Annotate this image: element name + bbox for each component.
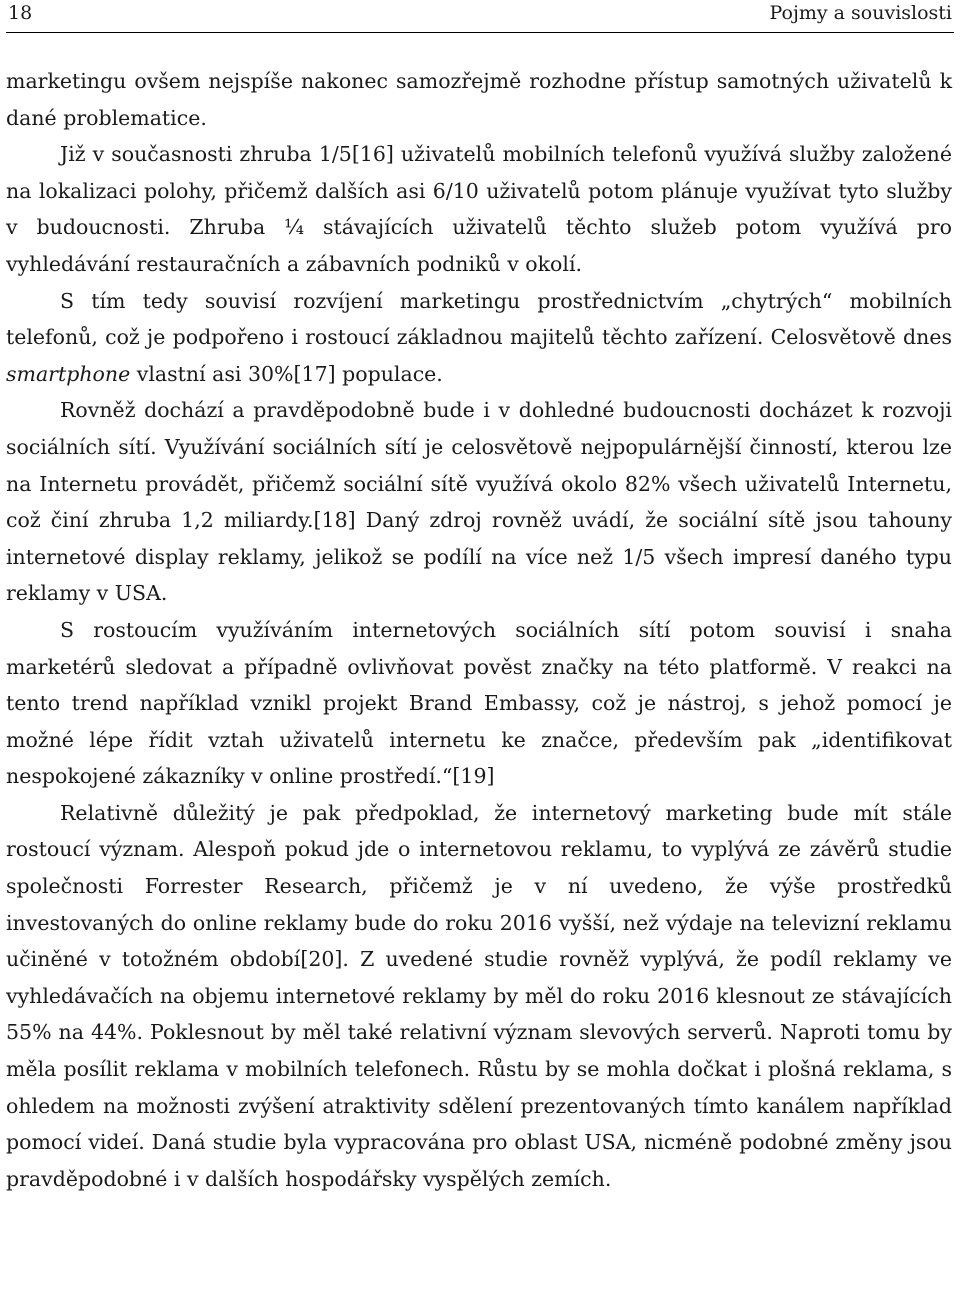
paragraph-location-services: Již v současnosti zhruba 1/5[16] uživatelů mobilních telefonů využívá služby založené na lokalizaci polohy, přičemž dalších asi 6/10 uživatelů potom plánuje využívat tyto služby v budoucnosti. Zhruba ¼ stávajících uživatelů těchto služeb potom využívá pro vyhledávání restauračních a zábavních podniků v okolí. (6, 142, 952, 276)
paragraph-continuation: marketingu ovšem nejspíše nakonec samozřejmě rozhodne přístup samotných uživatelů k dané problematice. (6, 69, 952, 130)
body-text (6, 63, 952, 1197)
paragraph-text: vlastní asi 30%[17] populace. (130, 361, 443, 386)
paragraph-smartphone-marketing (6, 283, 952, 393)
paragraph-text: S tím tedy souvisí rozvíjení marketingu prostřednictvím „chytrých“ mobilních telefonů, což je podpořeno i rostoucí základnou majitelů těchto zařízení. Celosvětově dnes (6, 288, 952, 350)
paragraph-internet-advertising: Relativně důležitý je pak předpoklad, že internetový marketing bude mít stále rostoucí význam. Alespoň pokud jde o internetovou reklamu, to vyplývá ze závěrů studie společnosti Forrester Research, přičemž je v ní uvedeno, že výše prostředků investovaných do online reklamy bude do roku 2016 vyšší, než výdaje na televizní reklamu učiněné v totožném období[20]. Z uvedené studie rovněž vyplývá, že podíl reklamy ve vyhledávačích na objemu internetové reklamy by měl do roku 2016 klesnout ze stávajících 55% na 44%. Poklesnout by měl také relativní význam slevových serverů. Naproti tomu by měla posílit reklama v mobilních telefonech. Růstu by se mohla dočkat i plošná reklama, s ohledem na možnosti zvýšení atraktivity sdělení prezentovaných tímto kanálem například pomocí videí. Daná studie byla vypracována pro oblast USA, nicméně podobné změny jsou pravděpodobné i v dalších hospodářsky vyspělých zemích. (6, 800, 952, 1191)
paragraph-brand-monitoring: S rostoucím využíváním internetových sociálních sítí potom souvisí i snaha marketérů sledovat a případně ovlivňovat pověst značky na této platformě. V reakci na tento trend například vznikl projekt Brand Embassy, což je nástroj, s jehož pomocí je možné lépe řídit vztah uživatelů internetu ke značce, především pak „identifikovat nespokojené zákazníky v online prostředí.“[19] (6, 617, 952, 789)
page-header (6, 0, 954, 33)
page-number: 18 (8, 2, 33, 24)
paragraph-social-networks: Rovněž dochází a pravděpodobně bude i v dohledné budoucnosti docházet k rozvoji sociálních sítí. Využívání sociálních sítí je celosvětově nejpopulárnější činností, kterou lze na Internetu provádět, přičemž sociální sítě využívá okolo 82% všech uživatelů Internetu, což činí zhruba 1,2 miliardy.[18] Daný zdroj rovněž uvádí, že sociální sítě jsou tahouny internetové display reklamy, jelikož se podílí na více než 1/5 všech impresí daného typu reklamy v USA. (6, 398, 952, 606)
section-title: Pojmy a souvislosti (769, 2, 952, 24)
emphasized-term: smartphone (6, 361, 131, 386)
